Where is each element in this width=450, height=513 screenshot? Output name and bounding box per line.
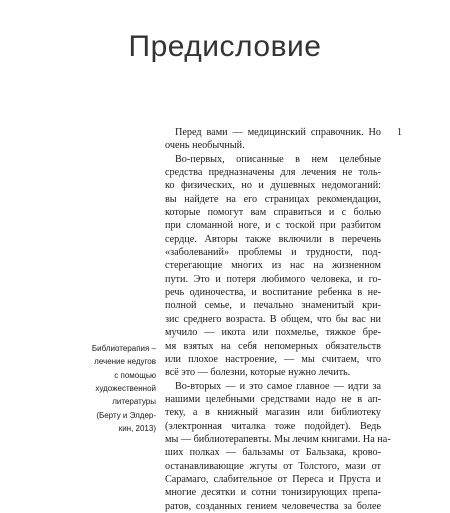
body-text (165, 126, 391, 513)
side-note-line: лечение недугов (94, 357, 156, 367)
body-line: ших полках — бальзамы от Бальзака, крово- (165, 447, 381, 459)
body-line: ратов, созданных гением человечества за более (165, 500, 381, 512)
body-line: которые помогут вам справиться и с болью (165, 207, 381, 219)
body-line: очень необычный. (165, 140, 245, 152)
side-note-line: кин, 2013) (118, 424, 156, 434)
body-line: или плохое настроение, — мы считаем, что (165, 353, 381, 365)
body-line: речь одиночества, и воспитание ребенка в не- (165, 287, 381, 299)
body-line: Во-первых, описанные в нем целебные (175, 153, 381, 165)
body-line: мучило — икота или похмелье, тяжкое бре- (165, 327, 381, 339)
body-line: зис среднего возраста. В общем, что бы вас ни (165, 313, 381, 325)
body-line: стерегающие многих из нас на жизненном (165, 260, 381, 272)
body-line: Перед вами — медицинский справочник. Но (175, 127, 381, 138)
body-line: многие десятки и сотни тонизирующих препа- (165, 487, 381, 499)
body-line: мы — библиотерапевты. Мы лечим книгами. На на- (165, 433, 391, 445)
side-note-line: Библиотерапия – (91, 344, 156, 353)
page-number: 1 (397, 127, 402, 138)
body-line: при сломанной ноге, и с тоской при разбитом (165, 220, 381, 232)
side-note-line: (Берту и Элдер- (96, 410, 156, 420)
side-note-line: художественной (95, 384, 156, 394)
body-line: всё это — болезни, которые нужно лечить. (165, 367, 351, 379)
body-line: Во-вторых — и это самое главное — идти за (175, 380, 381, 392)
body-line: теку, а в книжный магазин или библиотеку (165, 407, 381, 419)
body-line: пути. Это и потеря любимого человека, и го- (165, 273, 381, 285)
body-line: нашими целебными средствами надо не в ап- (165, 393, 381, 405)
body-line: мя взятых на себя непомерных обязательств (165, 340, 381, 352)
body-line: полной семье, и печально знаменитый кри- (165, 300, 381, 312)
side-note-line: литературы (112, 397, 156, 407)
side-note (60, 342, 156, 435)
body-line: Сарамаго, слабительное от Переса и Пруста и (165, 473, 381, 485)
body-line: «заболеваний» проблемы и трудности, под- (165, 247, 381, 259)
body-line: останавливающие жгуты от Толстого, мази от (165, 460, 381, 472)
body-line: средства предназначены для лечения не толь- (165, 167, 381, 179)
side-note-line: с помощью (114, 370, 156, 380)
chapter-title: Предисловие (128, 30, 322, 63)
body-line: ко физических, но и душевных недомоганий: (165, 180, 381, 192)
body-line: сердце. Авторы также включили в перечень (165, 233, 381, 245)
body-line: вы найдете на его страницах рекомендации, (165, 193, 381, 205)
body-line: (электронная читалка тоже подойдет). Ведь (165, 420, 381, 432)
